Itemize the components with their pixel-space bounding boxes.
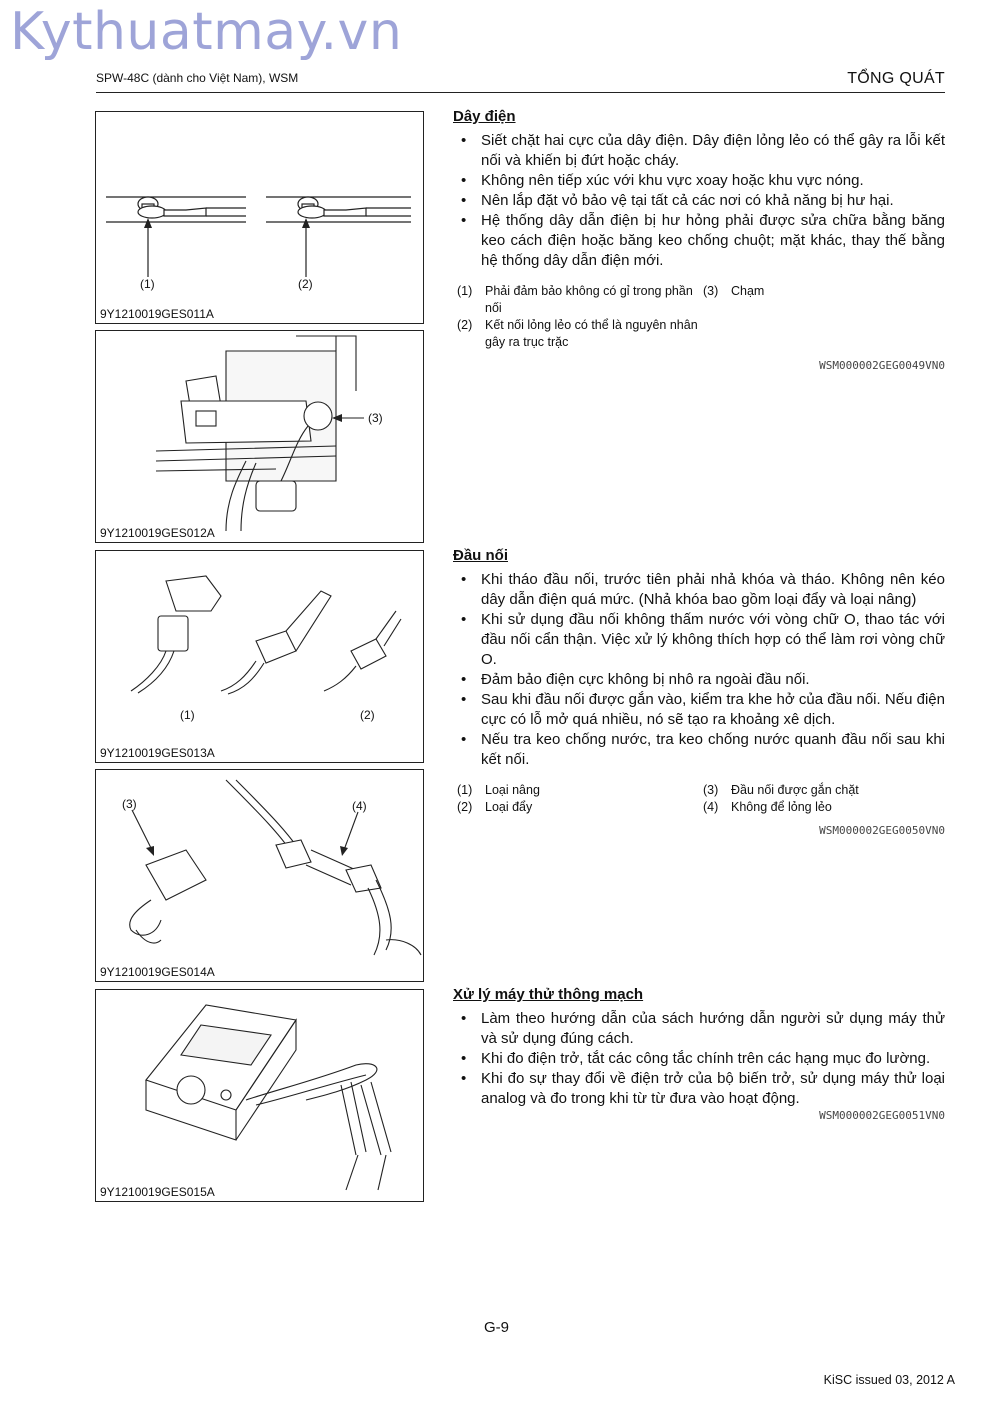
figure-caption: 9Y1210019GES014A (100, 965, 215, 979)
section-title: Xử lý máy thử thông mạch (453, 986, 644, 1003)
bullet-item: • Không nên tiếp xúc với khu vực xoay hoặc khu vực nóng. (453, 171, 945, 191)
connector-fit-illustration (96, 770, 425, 983)
bullet-item: • Khi đo điện trở, tắt các công tắc chính trên các hạng mục đo lường. (453, 1049, 945, 1069)
reference-code: WSM000002GEG0051VN0 (819, 1109, 945, 1122)
bullet-list (453, 1009, 945, 1109)
legend (453, 782, 945, 816)
legend-item: (3) Chạm (703, 284, 765, 298)
figure-caption: 9Y1210019GES013A (100, 746, 215, 760)
section-connectors (453, 547, 945, 837)
legend-item: (4) Không để lỏng lẻo (703, 800, 832, 814)
bullet-item: • Siết chặt hai cực của dây điện. Dây điện lỏng lẻo có thể gây ra lỗi kết nối và khiến bị đứt hoặc cháy. (453, 131, 945, 171)
bullet-item: • Sau khi đầu nối được gắn vào, kiểm tra khe hở của đầu nối. Nếu điện cực có lỗ mở quá nhiều, nó sẽ tạo ra khoảng xê dịch. (453, 690, 945, 730)
header-manual-title: SPW-48C (dành cho Việt Nam), WSM (96, 71, 299, 85)
issue-info: KiSC issued 03, 2012 A (823, 1373, 955, 1387)
figure-wire-terminals (95, 111, 424, 324)
connector-types-illustration (96, 551, 425, 764)
bullet-item: • Đảm bảo điện cực không bị nhô ra ngoài đầu nối. (453, 670, 945, 690)
bullet-item: • Khi đo sự thay đổi về điện trở của bộ biến trở, sử dụng máy thử loại analog và đo trong khi từ từ đưa vào hoạt động. (453, 1069, 945, 1109)
figure-label: (4) (352, 799, 367, 813)
legend-item: (1) Phải đảm bảo không có gỉ trong phần nối (457, 284, 693, 315)
figure-caption: 9Y1210019GES012A (100, 526, 215, 540)
figure-caption: 9Y1210019GES015A (100, 1185, 215, 1199)
figure-label: (1) (140, 277, 155, 291)
bullet-item: • Nếu tra keo chống nước, tra keo chống nước quanh đầu nối sau khi kết nối. (453, 730, 945, 770)
header-section-title: TỔNG QUÁT (847, 70, 945, 87)
figure-label: (2) (298, 277, 313, 291)
legend-item: (3) Đầu nối được gắn chặt (703, 783, 859, 797)
bullet-list (453, 570, 945, 770)
legend-item: (2) Loại đẩy (457, 800, 533, 814)
figure-label: (3) (368, 411, 383, 425)
legend-item: (1) Loại nâng (457, 783, 540, 797)
bullet-item: • Khi sử dụng đầu nối không thấm nước với vòng chữ O, thao tác với đầu nối cẩn thận. Việc xử lý không thích hợp có thể làm rơi vòng chữ O. (453, 610, 945, 670)
page-number: G-9 (483, 1319, 509, 1336)
circuit-tester-illustration (96, 990, 425, 1203)
figure-label: (3) (122, 797, 137, 811)
legend-item: (2) Kết nối lỏng lẻo có thể là nguyên nhân gây ra trục trặc (457, 318, 698, 349)
section-tester (453, 986, 945, 1122)
bullet-item: • Khi tháo đầu nối, trước tiên phải nhả khóa và tháo. Không nên kéo dây dẫn điện quá mức. (Nhả khóa bao gồm loại đẩy và loại nâng) (453, 570, 945, 610)
watermark: Kythuatmay.vn (10, 2, 403, 62)
bullet-item: • Làm theo hướng dẫn của sách hướng dẫn người sử dụng máy thử và sử dụng đúng cách. (453, 1009, 945, 1049)
figure-connector-types (95, 550, 424, 763)
figure-connector-fit (95, 769, 424, 982)
section-title: Đầu nối (453, 547, 508, 564)
bullet-item: • Hệ thống dây dẫn điện bị hư hỏng phải được sửa chữa bằng băng keo cách điện hoặc băng keo chống chuột; mặt khác, thay thế bằng hệ thống dây dẫn điện mới. (453, 211, 945, 271)
figure-label: (1) (180, 708, 195, 722)
bullet-list (453, 131, 945, 271)
header-divider (96, 92, 945, 93)
bullet-item: • Nên lắp đặt vỏ bảo vệ tại tất cả các nơi có khả năng bị hư hại. (453, 191, 945, 211)
reference-code: WSM000002GEG0050VN0 (819, 824, 945, 837)
legend (453, 283, 945, 351)
figure-harness-touch (95, 330, 424, 543)
figure-circuit-tester (95, 989, 424, 1202)
figure-caption: 9Y1210019GES011A (100, 307, 214, 321)
section-title: Dây điện (453, 108, 516, 125)
reference-code: WSM000002GEG0049VN0 (819, 359, 945, 372)
wire-terminals-illustration (96, 112, 425, 325)
figure-label: (2) (360, 708, 375, 722)
harness-touch-illustration (96, 331, 425, 544)
section-wiring (453, 108, 945, 372)
